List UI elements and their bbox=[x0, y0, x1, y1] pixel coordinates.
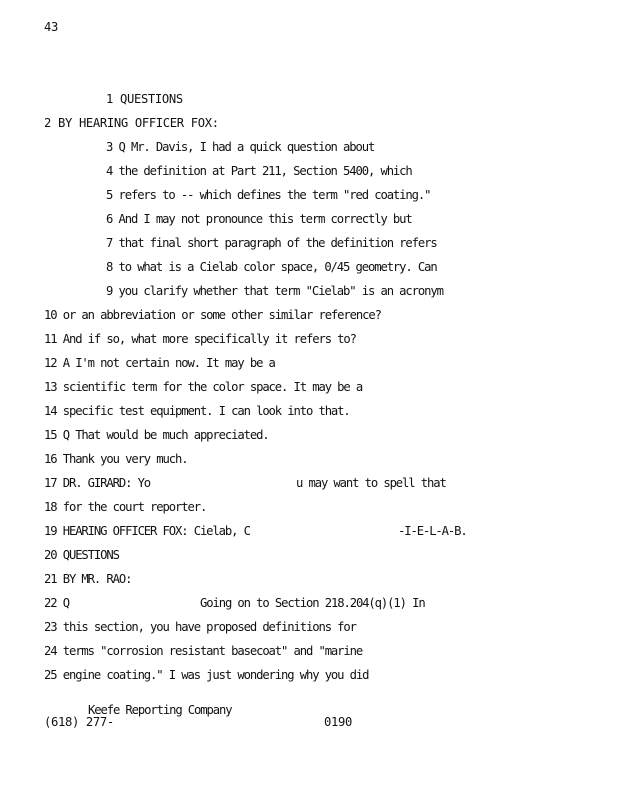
transcript-line-25: 25 engine coating." I was just wondering why you did bbox=[44, 668, 369, 682]
footer-company: Keefe Reporting Company bbox=[88, 703, 232, 717]
transcript-line-4: 4 the definition at Part 211, Section 5400, which bbox=[106, 164, 412, 178]
transcript-line-16: 16 Thank you very much. bbox=[44, 452, 188, 466]
transcript-line-24: 24 terms "corrosion resistant basecoat" and "marine bbox=[44, 644, 363, 658]
footer-phone: (618) 277- bbox=[44, 715, 114, 729]
transcript-line-23: 23 this section, you have proposed definitions for bbox=[44, 620, 356, 634]
transcript-line-10: 10 or an abbreviation or some other similar reference? bbox=[44, 308, 381, 322]
transcript-line-17-end: u may want to spell that bbox=[296, 476, 446, 490]
transcript-line-11: 11 And if so, what more specifically it refers to? bbox=[44, 332, 356, 346]
transcript-line-22-end: Going on to Section 218.204(q)(1) In bbox=[200, 596, 425, 610]
transcript-line-1: 1 QUESTIONS bbox=[106, 92, 183, 106]
transcript-line-17-start: 17 DR. GIRARD: Yo bbox=[44, 476, 151, 490]
transcript-line-14: 14 specific test equipment. I can look into that. bbox=[44, 404, 350, 418]
transcript-line-19-start: 19 HEARING OFFICER FOX: Cielab, C bbox=[44, 524, 250, 538]
transcript-line-19-end: -I-E-L-A-B. bbox=[398, 524, 467, 538]
footer-phone-end: 0190 bbox=[324, 715, 352, 729]
transcript-line-22-start: 22 Q bbox=[44, 596, 69, 610]
transcript-line-3: 3 Q Mr. Davis, I had a quick question about bbox=[106, 140, 375, 154]
transcript-line-20: 20 QUESTIONS bbox=[44, 548, 119, 562]
transcript-line-15: 15 Q That would be much appreciated. bbox=[44, 428, 269, 442]
transcript-line-12: 12 A I'm not certain now. It may be a bbox=[44, 356, 275, 370]
transcript-line-7: 7 that final short paragraph of the definition refers bbox=[106, 236, 437, 250]
transcript-line-2: 2 BY HEARING OFFICER FOX: bbox=[44, 116, 219, 130]
transcript-line-6: 6 And I may not pronounce this term correctly but bbox=[106, 212, 412, 226]
transcript-line-18: 18 for the court reporter. bbox=[44, 500, 207, 514]
transcript-line-8: 8 to what is a Cielab color space, 0/45 geometry. Can bbox=[106, 260, 437, 274]
page-number: 43 bbox=[44, 20, 58, 34]
transcript-line-9: 9 you clarify whether that term "Cielab" is an acronym bbox=[106, 284, 443, 298]
transcript-line-21: 21 BY MR. RAO: bbox=[44, 572, 132, 586]
transcript-line-5: 5 refers to -- which defines the term "red coating." bbox=[106, 188, 431, 202]
transcript-line-13: 13 scientific term for the color space. It may be a bbox=[44, 380, 363, 394]
